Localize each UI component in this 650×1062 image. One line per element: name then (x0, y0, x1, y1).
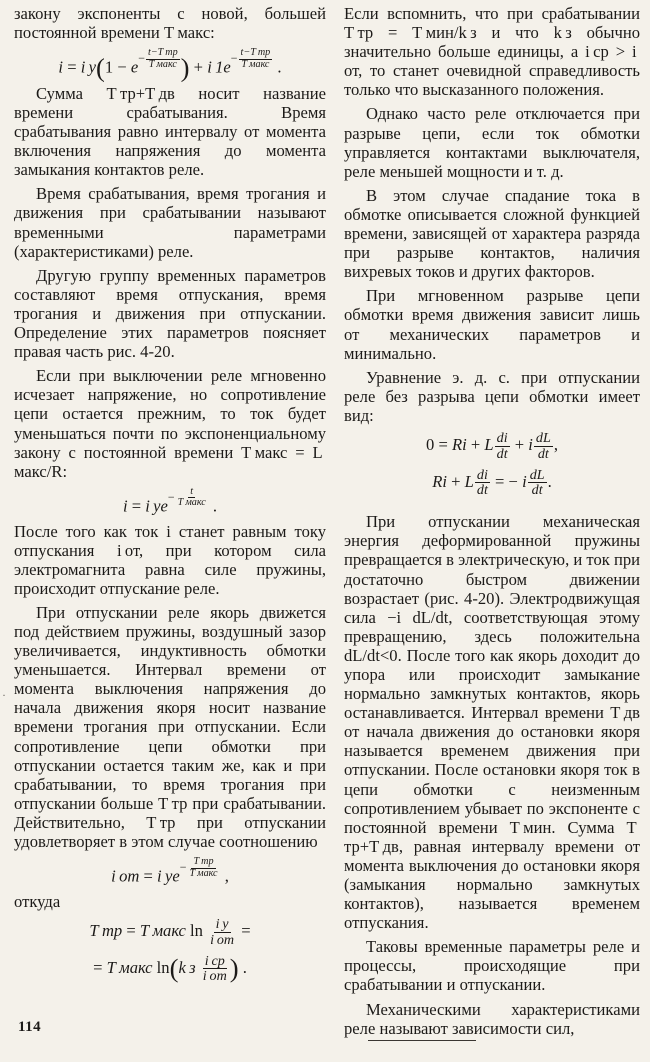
formula-symbol: L (484, 435, 494, 455)
formula-symbol: i у (157, 866, 173, 886)
formula-fraction: $\frac{di}{dt}$ (476, 466, 488, 499)
formula-symbol: 1 (104, 57, 114, 77)
formula-symbol: , (224, 866, 229, 886)
formula-symbol: i у (145, 496, 161, 516)
formula-symbol: e (223, 57, 231, 77)
formula-symbol: ln (190, 921, 203, 941)
formula-current-decay (14, 487, 326, 516)
formula-symbol: − (117, 57, 127, 77)
left-paragraph-otkuda: откуда (14, 891, 61, 911)
formula-symbol: i (522, 471, 527, 491)
right-paragraph-4: При мгновенном разрыве цепи обмотки время движения зависит лишь от механических параметров и минимально. (344, 286, 640, 363)
formula-symbol: L (464, 471, 474, 491)
formula-exponent: − T тр T макс (179, 856, 218, 879)
formula-paren: ) (180, 52, 190, 83)
formula-symbol: = (495, 471, 505, 491)
formula-symbol: T макс (106, 957, 153, 977)
formula-paren: ( (169, 952, 179, 983)
formula-symbol: + (514, 435, 525, 455)
formula-symbol: ln (156, 957, 170, 977)
formula-symbol: i у (80, 57, 97, 77)
right-paragraph-6: При отпускании механическая энергия деформированной пружины превращается в электрическую, и ток при достаточно быстром движении возрастает (рис. 4-20). Электродвижущая сила −i dL/dt, соответствующая этому превращению, здесь положительна dL/dt<0. После того как якорь доходит до упора или происходит замыкание нормально замкнутых контактов, якорь останавливается. Интервал времени T дв от начала движения до остановки якоря называется временем движения при отпускании. После остановки якоря ток в цепи обмотки с неизменным сопротивлением убывает по экспоненте с постоянной времени T мин. Сумма T тр+T дв, равная интервалу времени от момента выключения до остановки якоря (замыкания нормально замкнутых контактов), называется временем отпускания. (344, 512, 641, 933)
left-paragraph-1: закону экспоненты с новой, большей постоянной времени T макс: (14, 4, 326, 43)
left-paragraph-2: Сумма T тр+T дв носит название времени срабатывания. Время срабатывания равно интервалу от момента включения напряжения до момента замыкания контактов реле. (14, 83, 326, 180)
formula-fraction: $\frac{\text{i ср}}{\text{i от}}$ (202, 952, 227, 985)
formula-symbol: 0 (426, 435, 435, 455)
right-paragraph-3: В этом случае спадание тока в обмотке описывается сложной функцией времени, зависящей от характера разряда при разрыве контактов, наличия вихревых токов и других факторов. (344, 185, 640, 282)
formula-symbol: Ri (432, 471, 447, 491)
formula-symbol: i 1 (207, 57, 224, 77)
formula-symbol: = (67, 57, 77, 77)
left-paragraph-5: Если при выключении реле мгновенно исчезает напряжение, но сопротивление цепи остается прежним, то ток будет уменьшаться почти по экспоненциальному закону с постоянной времени T макс = L макс/R: (14, 366, 326, 481)
formula-symbol: , (553, 435, 558, 455)
formula-symbol: Ri (451, 435, 467, 455)
left-column (14, 4, 326, 990)
formula-symbol: T тр (89, 921, 123, 941)
formula-exponent: − t−T тр T макс (230, 47, 271, 70)
formula-symbol: − (508, 471, 518, 491)
right-column (344, 4, 640, 1043)
left-paragraph-3: Время срабатывания, время трогания и движения при срабатывании называют временными параметрами (характеристиками) реле. (14, 184, 326, 261)
formula-symbol: i (528, 435, 533, 455)
formula-symbol: . (277, 57, 282, 77)
formula-symbol: k з (178, 957, 196, 977)
formula-fraction: $\frac{di}{dt}$ (496, 429, 508, 462)
right-paragraph-2: Однако часто реле отключается при разрыве цепи, если ток обмотки управляется контактами выключателя, реле меньшей мощности и т. д. (344, 104, 640, 181)
formula-symbol: = (241, 921, 251, 941)
formula-exponent: − t−T тр T макс (138, 47, 178, 70)
formula-symbol: = (143, 866, 153, 886)
right-paragraph-7: Таковы временные параметры реле и процессы, происходящие при срабатывании и отпускании. (344, 937, 640, 995)
formula-pickup-time-1 (14, 917, 326, 948)
formula-symbol: = (126, 921, 136, 941)
formula-paren: ( (96, 52, 105, 83)
formula-emf-1 (344, 431, 640, 462)
formula-symbol: . (242, 957, 247, 977)
formula-fraction: $\frac{dL}{dt}$ (529, 466, 545, 499)
formula-symbol: e (130, 57, 139, 77)
pencil-underline (368, 1040, 476, 1041)
formula-exponent: − t T макс (167, 485, 206, 509)
formula-symbol: i от (111, 866, 140, 886)
right-paragraph-1: Если вспомнить, что при срабатывании T тр = T мин/k з и что k з обычно значительно больше единицы, а i ср > i от, то станет очевидной справедливость только что высказанного положения. (344, 4, 640, 100)
left-paragraph-7: При отпускании реле якорь движется под действием пружины, воздушный зазор увеличивается, индуктивность обмотки уменьшается. Интервал времени от момента выключения напряжения до начала движения якоря носит название времени трогания при отпускании. Если сопротивление цепи обмотки при отпускании остается таким же, как и при срабатывании, то время трогания при отпускании больше T тр при срабатывании. Действительно, T тр при отпускании удовлетворяет в этом случае соотношению (14, 602, 326, 852)
formula-symbol: = (131, 496, 142, 516)
formula-symbol: . (547, 471, 552, 491)
formula-fraction: $\frac{dL}{dt}$ (535, 429, 551, 462)
right-paragraph-8: Механическими характеристиками реле называют зависимости сил, (344, 999, 640, 1038)
formula-paren: ) (229, 952, 239, 983)
left-paragraph-6: После того как ток i станет равным току отпускания i от, при котором сила электромагнита равна силе пружины, происходит отпускание реле. (14, 521, 326, 598)
margin-mark: · (2, 688, 6, 702)
formula-symbol: = (93, 957, 103, 977)
formula-pickup-time-2 (14, 954, 326, 985)
formula-symbol: + (451, 471, 461, 491)
page-number: 114 (18, 1019, 42, 1035)
formula-current-rise (14, 47, 326, 83)
formula-emf-2 (344, 468, 640, 499)
formula-symbol: e (172, 866, 180, 886)
formula-symbol: i (58, 57, 64, 77)
left-paragraph-4: Другую группу временных параметров составляют время отпускания, время трогания и движения при отпускании. Определение этих параметров поясняет правая часть рис. 4-20. (14, 265, 326, 362)
right-paragraph-5: Уравнение э. д. с. при отпускании реле без разрыва цепи обмотки имеет вид: (344, 367, 640, 425)
formula-symbol: + (193, 57, 204, 77)
formula-symbol: . (212, 496, 218, 516)
formula-symbol: e (160, 496, 168, 516)
formula-symbol: T макс (139, 921, 186, 941)
formula-release-current (14, 857, 326, 886)
formula-symbol: i (122, 496, 128, 516)
formula-fraction: $\frac{\text{i у}}{\text{i от}}$ (210, 915, 235, 948)
formula-symbol: = (438, 435, 448, 455)
formula-symbol: + (470, 435, 481, 455)
